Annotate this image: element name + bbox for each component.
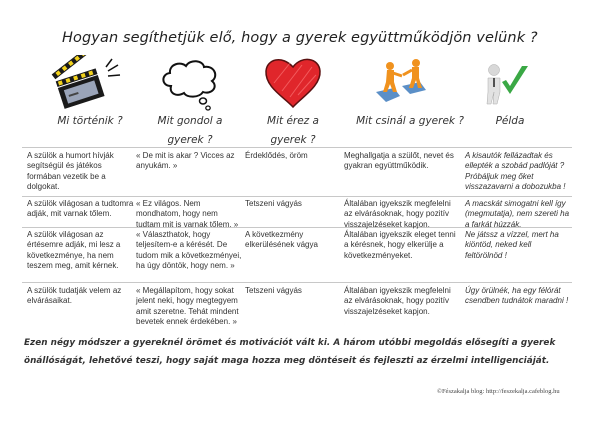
cell-line: Úgy örülnék, ha egy félórát bbox=[465, 286, 561, 295]
cell-line: (megmutatja), nem szereti ha bbox=[465, 209, 570, 219]
cell-line: visszajelzéseket kapjon. bbox=[344, 219, 430, 229]
cell-line: Tetszeni vágyás bbox=[245, 199, 302, 208]
cell-line: mondhatom, hogy nem bbox=[136, 209, 218, 219]
table-cell-child-thinks bbox=[136, 230, 251, 271]
table-cell-what-happens bbox=[27, 151, 137, 192]
column-header-line: gyerek ? bbox=[167, 134, 213, 146]
cell-line: visszajelzéseket kapjon. bbox=[344, 306, 430, 316]
cell-line: visszazavarni a dobozukba ! bbox=[465, 181, 566, 191]
column-header-line: gyerek ? bbox=[270, 134, 316, 146]
column-header-child-thinks bbox=[140, 112, 240, 150]
table-cell-child-does bbox=[344, 199, 464, 230]
table-cell-child-feels bbox=[245, 151, 340, 161]
cell-line: Próbáljuk meg őket bbox=[465, 171, 534, 181]
cell-line: « Ez világos. Nem bbox=[136, 199, 201, 208]
summary-paragraph bbox=[24, 334, 584, 370]
table-cell-what-happens bbox=[27, 230, 137, 271]
cell-line: Általában igyekszik megfelelni bbox=[344, 199, 451, 208]
table-cell-child-does bbox=[344, 151, 464, 172]
cell-line: A szülök világosan az bbox=[27, 230, 104, 239]
column-header-example bbox=[470, 112, 550, 131]
cell-line: feltörölnöd ! bbox=[465, 250, 507, 260]
column-header-line: Mit csinál a gyerek ? bbox=[356, 115, 464, 127]
cell-line: tudtam mit is varnak tőlem. » bbox=[136, 219, 239, 229]
column-header-line: Példa bbox=[495, 115, 525, 127]
table-cell-child-thinks bbox=[136, 199, 251, 230]
thought-bubble-icon bbox=[157, 56, 227, 114]
cell-line: kiöntöd, neked kell bbox=[465, 240, 532, 250]
table-cell-child-thinks bbox=[136, 151, 251, 172]
table-cell-what-happens bbox=[27, 286, 137, 307]
cell-line: az elvárásoknak, hogy pozitív bbox=[344, 296, 449, 306]
cell-line: ellepték a szobád padlóját ? bbox=[465, 161, 565, 171]
summary-line: önállóságát, lehetővé teszi, hogy saját maga hozza meg döntéseit és fejleszti az érzelmi intelligenciáját. bbox=[24, 356, 550, 366]
column-header-what-happens bbox=[40, 112, 140, 131]
cell-line: « Megállapítom, hogy sokat bbox=[136, 286, 234, 295]
column-header-child-feels bbox=[248, 112, 338, 150]
cell-line: csendben tudnátok maradni ! bbox=[465, 296, 569, 306]
column-header-child-does bbox=[345, 112, 475, 131]
cell-line: jelent neki, hogy megtegyem bbox=[136, 296, 238, 306]
cell-line: adják, mit varnak tőlem. bbox=[27, 209, 112, 219]
cell-line: « Választhatok, hogy bbox=[136, 230, 211, 239]
table-cell-child-feels bbox=[245, 199, 340, 209]
table-cell-child-does bbox=[344, 286, 464, 317]
cell-line: elvárásaikat. bbox=[27, 296, 72, 306]
cell-line: Általában igyekszik eleget tenni bbox=[344, 230, 456, 239]
table-cell-example bbox=[465, 230, 580, 261]
cell-line: a farkát húzzák. bbox=[465, 219, 522, 229]
cell-line: A szülök világosan a tudtomra bbox=[27, 199, 134, 208]
cell-line: A macskát simogatni kell így bbox=[465, 199, 566, 208]
table-cell-example bbox=[465, 199, 580, 230]
cell-line: gyakran együttműködik. bbox=[344, 161, 429, 171]
cell-line: amit szeretne. Tehát mindent bbox=[136, 306, 239, 316]
cell-line: az elvárásoknak, hogy pozitív bbox=[344, 209, 449, 219]
cell-line: a kérésnek, hogy elkerülje a bbox=[344, 240, 444, 250]
column-header-line: Mit gondol a bbox=[157, 115, 223, 127]
cell-line: Érdeklődés, öröm bbox=[245, 151, 308, 160]
cell-line: segítségül és játékos bbox=[27, 161, 102, 171]
cell-line: tudom mik a következményei, bbox=[136, 250, 242, 260]
cell-line: formában vezetik be a bbox=[27, 171, 106, 181]
table-divider bbox=[22, 282, 572, 283]
checkmark-person-icon bbox=[482, 60, 532, 106]
cell-line: következménye, ha nem bbox=[27, 250, 114, 260]
table-cell-example bbox=[465, 151, 580, 192]
cell-line: A kisautók fellázadtak és bbox=[465, 151, 553, 160]
cell-line: teszem meg, amit kérnek. bbox=[27, 260, 119, 270]
cell-line: ha úgy döntök, hogy nem. » bbox=[136, 260, 235, 270]
table-cell-what-happens bbox=[27, 199, 142, 220]
cell-line: elkerülésének vágya bbox=[245, 240, 318, 250]
summary-line: Ezen négy módszer a gyereknél örömet és motivációt vált ki. A három utóbbi megoldás elősegíti a gyerek bbox=[24, 338, 556, 348]
cell-line: « De mit is akar ? Vicces az bbox=[136, 151, 235, 160]
puzzle-people-icon bbox=[372, 58, 434, 104]
cell-line: bevetek ennek érdekében. » bbox=[136, 316, 237, 326]
cell-line: A következmény bbox=[245, 230, 304, 239]
cell-line: anyukám. » bbox=[136, 161, 178, 171]
cell-line: Általában igyekszik megfelelni bbox=[344, 286, 451, 295]
table-divider bbox=[22, 196, 572, 197]
table-divider bbox=[22, 147, 572, 148]
table-cell-child-feels bbox=[245, 286, 340, 296]
clapperboard-icon bbox=[50, 55, 122, 110]
cell-line: dolgokat. bbox=[27, 181, 60, 191]
cell-line: következményeket. bbox=[344, 250, 413, 260]
cell-line: Tetszeni vágyás bbox=[245, 286, 302, 295]
copyright-credit: ©Fészakalja blog: http://feszekalja.cafeblog.hu bbox=[437, 388, 560, 395]
cell-line: A szülök tudatják velem az bbox=[27, 286, 122, 295]
table-cell-example bbox=[465, 286, 580, 307]
cell-line: Meghallgatja a szülőt, nevet és bbox=[344, 151, 454, 160]
heart-icon bbox=[262, 53, 324, 111]
column-header-line: Mi történik ? bbox=[57, 115, 123, 127]
cell-line: teljesítem-e a kérését. De bbox=[136, 240, 228, 250]
table-cell-child-does bbox=[344, 230, 464, 261]
page-title: Hogyan segíthetjük elő, hogy a gyerek együttműködjön velünk ? bbox=[62, 30, 538, 46]
table-cell-child-thinks bbox=[136, 286, 251, 327]
cell-line: A szülök a humort hívják bbox=[27, 151, 114, 160]
cell-line: Ne játssz a vízzel, mert ha bbox=[465, 230, 559, 239]
column-header-line: Mit érez a bbox=[267, 115, 319, 127]
table-cell-child-feels bbox=[245, 230, 340, 251]
cell-line: értésemre adják, mi lesz a bbox=[27, 240, 121, 250]
